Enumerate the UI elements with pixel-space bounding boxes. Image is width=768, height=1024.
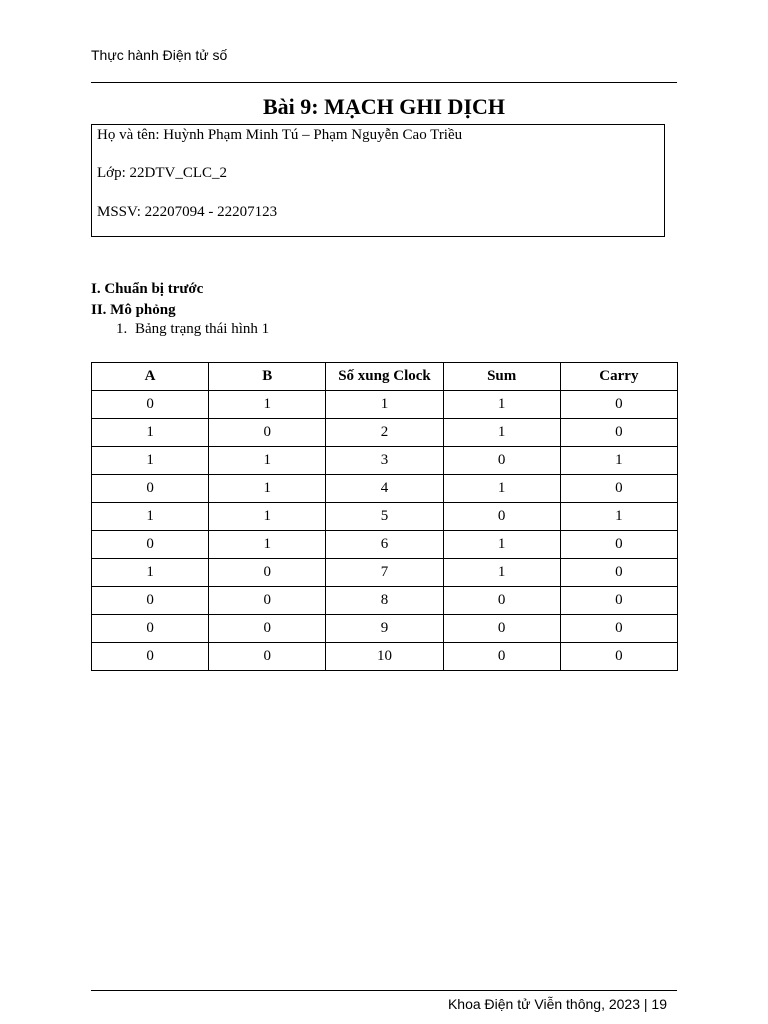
table-cell: 2: [326, 419, 443, 447]
list-item-text: Bảng trạng thái hình 1: [135, 321, 270, 337]
table-cell: 8: [326, 587, 443, 615]
table-cell: 3: [326, 447, 443, 475]
table-cell: 0: [560, 615, 677, 643]
header-rule: [91, 82, 677, 83]
student-class: Lớp: 22DTV_CLC_2: [97, 165, 228, 181]
table-cell: 0: [560, 531, 677, 559]
table-row: [92, 587, 678, 615]
column-header-sum: Sum: [443, 363, 560, 391]
table-cell: 0: [443, 615, 560, 643]
page-header: Thực hành Điện tử số: [91, 47, 228, 63]
table-cell: 1: [443, 531, 560, 559]
page-footer: Khoa Điện tử Viễn thông, 2023 | 19: [447, 996, 667, 1012]
state-table: [91, 362, 678, 671]
table-cell: 0: [92, 531, 209, 559]
page-title: Bài 9: MẠCH GHI DỊCH: [263, 94, 505, 119]
table-cell: 0: [92, 475, 209, 503]
table-cell: 1: [209, 391, 326, 419]
list-item-1: [116, 321, 269, 338]
table-row: [92, 503, 678, 531]
table-cell: 1: [92, 447, 209, 475]
table-cell: 1: [443, 391, 560, 419]
table-cell: 0: [92, 587, 209, 615]
table-cell: 1: [92, 419, 209, 447]
table-row: [92, 643, 678, 671]
student-name: Họ và tên: Huỳnh Phạm Minh Tú – Phạm Nguyễn Cao Triều: [97, 127, 463, 143]
table-row: [92, 615, 678, 643]
table-row: [92, 475, 678, 503]
table-row: [92, 419, 678, 447]
student-ids: MSSV: 22207094 - 22207123: [97, 204, 278, 220]
table-cell: 1: [209, 503, 326, 531]
table-cell: 0: [443, 643, 560, 671]
table-cell: 6: [326, 531, 443, 559]
table-cell: 0: [443, 447, 560, 475]
column-header-a: A: [92, 363, 209, 391]
table-cell: 0: [560, 419, 677, 447]
table-cell: 1: [209, 475, 326, 503]
table-cell: 0: [560, 643, 677, 671]
table-header-row: [92, 363, 678, 391]
table-cell: 9: [326, 615, 443, 643]
table-cell: 0: [443, 587, 560, 615]
section-heading-1: I. Chuẩn bị trước: [91, 281, 204, 297]
table-cell: 0: [209, 559, 326, 587]
table-cell: 5: [326, 503, 443, 531]
column-header-b: B: [209, 363, 326, 391]
table-cell: 0: [92, 391, 209, 419]
table-row: [92, 531, 678, 559]
column-header-clock: Số xung Clock: [326, 363, 443, 391]
table-cell: 1: [326, 391, 443, 419]
table-cell: 1: [443, 559, 560, 587]
table-cell: 1: [92, 503, 209, 531]
table-cell: 0: [92, 615, 209, 643]
column-header-carry: Carry: [560, 363, 677, 391]
table-cell: 4: [326, 475, 443, 503]
footer-rule: [91, 990, 677, 991]
list-item-number: 1.: [116, 321, 128, 337]
table-cell: 1: [443, 475, 560, 503]
table-cell: 0: [560, 559, 677, 587]
table-row: [92, 391, 678, 419]
section-heading-2: II. Mô phỏng: [91, 302, 176, 318]
table-cell: 0: [560, 391, 677, 419]
table-cell: 0: [209, 643, 326, 671]
table-cell: 10: [326, 643, 443, 671]
table-cell: 1: [209, 531, 326, 559]
table-cell: 0: [209, 587, 326, 615]
table-cell: 7: [326, 559, 443, 587]
table-cell: 1: [209, 447, 326, 475]
table-cell: 0: [209, 615, 326, 643]
table-cell: 0: [92, 643, 209, 671]
table-cell: 0: [560, 475, 677, 503]
table-cell: 1: [560, 447, 677, 475]
table-row: [92, 447, 678, 475]
table-cell: 1: [560, 503, 677, 531]
table-cell: 0: [443, 503, 560, 531]
table-cell: 1: [92, 559, 209, 587]
table-cell: 0: [560, 587, 677, 615]
table-cell: 0: [209, 419, 326, 447]
table-cell: 1: [443, 419, 560, 447]
student-info-box: [91, 124, 665, 237]
table-row: [92, 559, 678, 587]
